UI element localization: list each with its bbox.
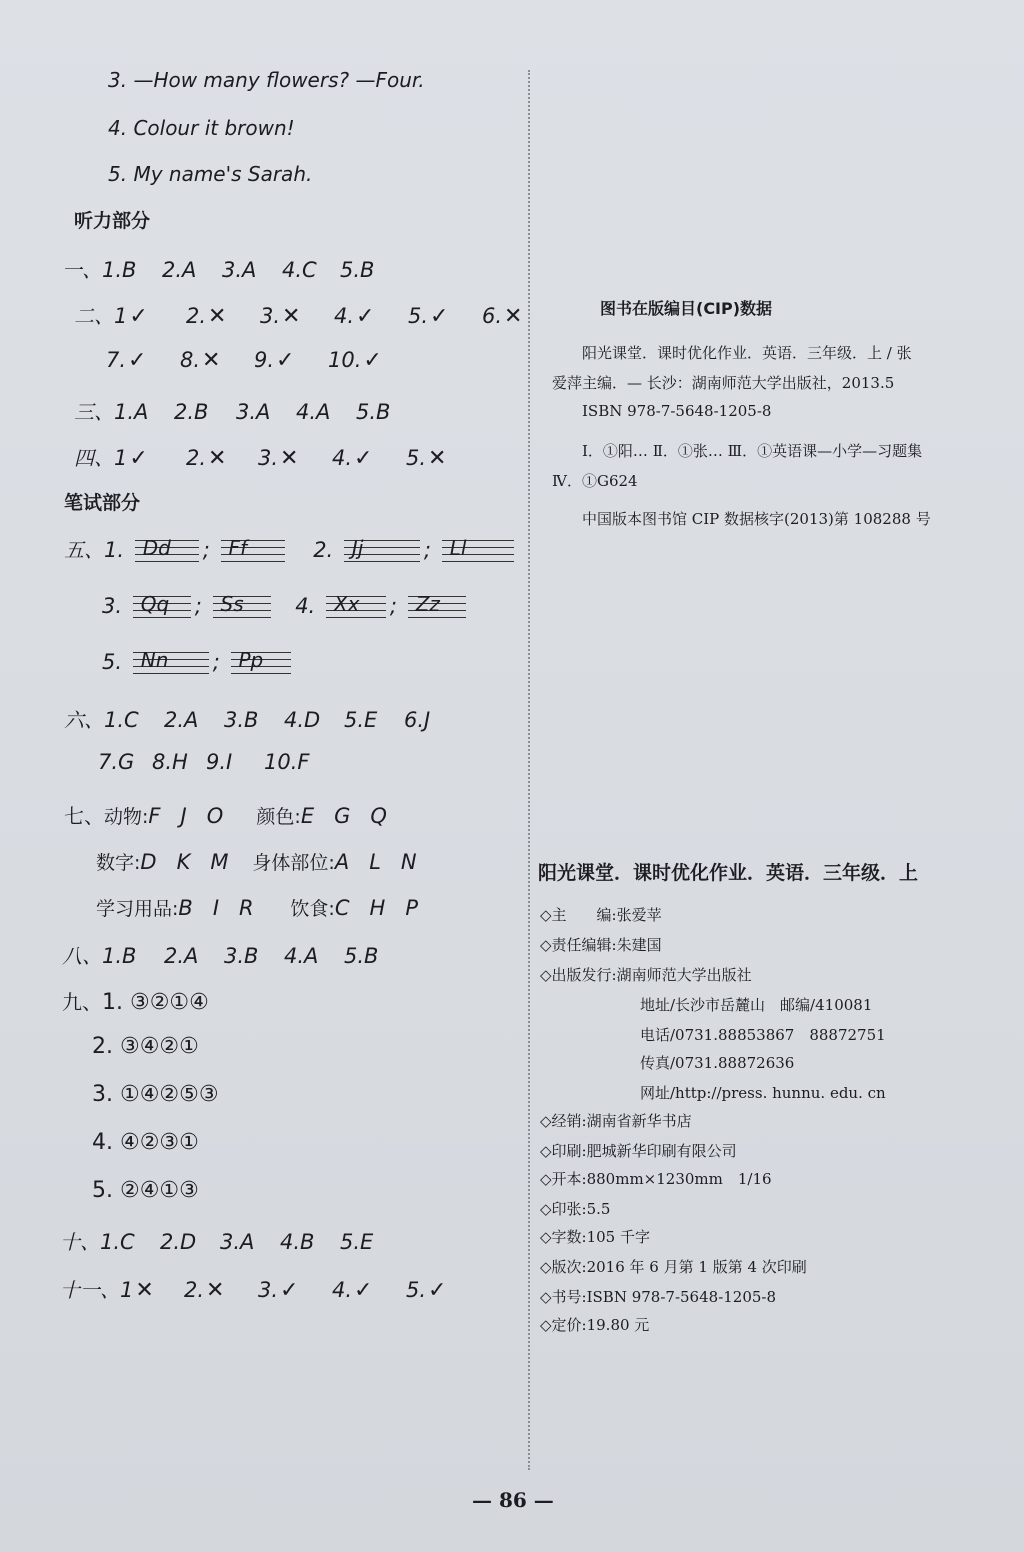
question-number: 十一、 xyxy=(60,1278,120,1302)
answer-item: 2. xyxy=(186,446,207,470)
question-9-row5 xyxy=(92,1178,199,1203)
question-number: 六、 xyxy=(64,708,104,732)
cross-mark-icon: ✕ xyxy=(282,304,301,329)
cross-mark-icon: ✕ xyxy=(202,348,221,373)
question-7-row1 xyxy=(64,800,387,829)
info-line: ◇出版发行:湖南师范大学出版社 xyxy=(540,966,752,984)
answer-item: 3. xyxy=(258,1278,279,1302)
answer-item: 5.B xyxy=(344,944,379,968)
cip-line: Ⅰ．①阳… Ⅱ．①张… Ⅲ．①英语课—小学—习题集 xyxy=(582,442,923,460)
cip-line: ISBN 978-7-5648-1205-8 xyxy=(582,402,772,420)
answer-item: 4. xyxy=(295,594,316,618)
letter-pair: Ss xyxy=(220,592,244,616)
answer-item: 3.B xyxy=(224,708,259,732)
separator: ; xyxy=(423,538,431,562)
ordering-answer: 4. ④②③① xyxy=(92,1130,199,1155)
answer-item: 10. xyxy=(328,348,362,372)
answer-item: 4.C xyxy=(282,258,317,282)
four-line-writing-box xyxy=(213,592,271,622)
info-line: ◇主 编:张爱苹 xyxy=(540,906,662,924)
info-line: ◇字数:105 千字 xyxy=(540,1228,650,1246)
check-mark-icon: ✓ xyxy=(129,446,148,471)
answer-item: 4.A xyxy=(284,944,319,968)
info-line: ◇版次:2016 年 6 月第 1 版第 4 次印刷 xyxy=(540,1258,807,1276)
letter-pair: Nn xyxy=(140,648,169,672)
sentence-3: 3. —How many flowers? —Four. xyxy=(108,68,425,92)
answer-item: 2.A xyxy=(164,708,199,732)
check-mark-icon: ✓ xyxy=(354,446,373,471)
category-values: F J O xyxy=(148,804,224,828)
letter-pair: Ff xyxy=(228,536,248,560)
category-label: 动物: xyxy=(104,806,149,828)
category-label: 数字: xyxy=(96,852,141,874)
answer-item: 4.B xyxy=(280,1230,315,1254)
answer-item: 10.F xyxy=(264,750,310,774)
info-line: ◇书号:ISBN 978-7-5648-1205-8 xyxy=(540,1288,777,1306)
question-2-answers-row2 xyxy=(106,348,382,373)
book-title: 阳光课堂．课时优化作业．英语．三年级．上 xyxy=(538,862,919,884)
answer-item: 3.A xyxy=(220,1230,255,1254)
four-line-writing-box xyxy=(133,592,191,622)
check-mark-icon: ✓ xyxy=(356,304,375,329)
separator: ; xyxy=(212,650,220,674)
column-divider xyxy=(528,70,530,1470)
check-mark-icon: ✓ xyxy=(128,348,147,373)
check-mark-icon: ✓ xyxy=(354,1278,373,1303)
writing-section-title: 笔试部分 xyxy=(64,492,141,514)
answer-item: 2.B xyxy=(174,400,209,424)
question-9-row4 xyxy=(92,1130,199,1155)
question-5-row3 xyxy=(102,648,295,678)
info-line: 地址/长沙市岳麓山 邮编/410081 xyxy=(640,996,873,1014)
answer-item: 3.B xyxy=(224,944,259,968)
answer-item: 3.A xyxy=(222,258,257,282)
question-7-row2 xyxy=(96,848,417,875)
cross-mark-icon: ✕ xyxy=(280,446,299,471)
info-line: ◇印刷:肥城新华印刷有限公司 xyxy=(540,1142,737,1160)
category-values: B I R xyxy=(178,896,254,920)
question-10-answers xyxy=(60,1226,373,1255)
cip-line: Ⅳ．①G624 xyxy=(552,472,638,490)
answer-item: 5.B xyxy=(340,258,375,282)
answer-item: 3. xyxy=(102,594,123,618)
answer-item: 8. xyxy=(180,348,201,372)
answer-item: 4. xyxy=(332,1278,353,1302)
info-line: ◇定价:19.80 元 xyxy=(540,1316,650,1334)
info-line: 电话/0731.88853867 88872751 xyxy=(640,1026,886,1044)
separator: ; xyxy=(389,594,397,618)
letter-pair: Jj xyxy=(351,536,364,560)
cross-mark-icon: ✕ xyxy=(208,304,227,329)
check-mark-icon: ✓ xyxy=(430,304,449,329)
answer-item: 1.C xyxy=(104,708,139,732)
answer-item: 4. xyxy=(334,304,355,328)
answer-item: 5. xyxy=(408,304,429,328)
answer-item: 4.D xyxy=(284,708,321,732)
question-6-answers-row1 xyxy=(64,704,430,733)
answer-item: 1. xyxy=(104,538,125,562)
answer-item: 2.A xyxy=(162,258,197,282)
answer-item: 9. xyxy=(254,348,275,372)
cross-mark-icon: ✕ xyxy=(208,446,227,471)
answer-item: 4. xyxy=(332,446,353,470)
cip-line: 阳光课堂．课时优化作业．英语．三年级．上 / 张 xyxy=(582,344,912,362)
question-5-row1 xyxy=(64,534,518,566)
sentence-4: 4. Colour it brown! xyxy=(108,116,295,140)
answer-item: 1.B xyxy=(102,258,137,282)
cross-mark-icon: ✕ xyxy=(135,1278,154,1303)
question-9-row2 xyxy=(92,1034,199,1059)
answer-item: 3. xyxy=(260,304,281,328)
question-number: 四、 xyxy=(74,446,114,470)
question-4-answers xyxy=(74,442,446,471)
question-number: 十、 xyxy=(60,1230,100,1254)
cip-line: 中国版本图书馆 CIP 数据核字(2013)第 108288 号 xyxy=(582,510,931,528)
category-values: C H P xyxy=(334,896,418,920)
ordering-answer: 1. ③②①④ xyxy=(102,990,209,1015)
question-2-answers-row1 xyxy=(74,300,522,329)
four-line-writing-box xyxy=(135,536,199,566)
four-line-writing-box xyxy=(408,592,466,622)
answer-item: 4.A xyxy=(296,400,331,424)
listening-section-title: 听力部分 xyxy=(74,210,151,232)
answer-item: 9.I xyxy=(206,750,233,774)
separator: ; xyxy=(194,594,202,618)
answer-item: 1 xyxy=(120,1278,134,1302)
category-label: 身体部位: xyxy=(252,852,335,874)
four-line-writing-box xyxy=(344,536,420,566)
answer-item: 2.D xyxy=(160,1230,197,1254)
answer-item: 2. xyxy=(186,304,207,328)
letter-pair: Ll xyxy=(449,536,467,560)
question-3-answers xyxy=(74,396,390,425)
answer-item: 5.E xyxy=(340,1230,374,1254)
answer-item: 6.J xyxy=(404,708,431,732)
letter-pair: Zz xyxy=(415,592,440,616)
question-number: 八、 xyxy=(62,944,102,968)
category-values: A L N xyxy=(334,850,417,874)
question-9-row1 xyxy=(62,986,209,1015)
check-mark-icon: ✓ xyxy=(363,348,382,373)
ordering-answer: 5. ②④①③ xyxy=(92,1178,199,1203)
answer-item: 1.B xyxy=(102,944,137,968)
answer-item: 5. xyxy=(406,446,427,470)
answer-item: 8.H xyxy=(152,750,188,774)
answer-item: 1 xyxy=(114,304,128,328)
answer-item: 2. xyxy=(184,1278,205,1302)
check-mark-icon: ✓ xyxy=(129,304,148,329)
category-label: 颜色: xyxy=(256,806,301,828)
category-values: D K M xyxy=(140,850,229,874)
page-number: — 86 — xyxy=(472,1488,554,1512)
info-line: ◇责任编辑:朱建国 xyxy=(540,936,662,954)
question-number: 五、 xyxy=(64,538,104,562)
answer-item: 5. xyxy=(406,1278,427,1302)
answer-item: 1 xyxy=(114,446,128,470)
cip-title: 图书在版编目(CIP)数据 xyxy=(600,299,773,318)
answer-item: 2. xyxy=(313,538,334,562)
ordering-answer: 3. ①④②⑤③ xyxy=(92,1082,219,1107)
answer-item: 5.E xyxy=(344,708,378,732)
letter-pair: Xx xyxy=(333,592,360,616)
answer-item: 3.A xyxy=(236,400,271,424)
separator: ; xyxy=(202,538,210,562)
info-line: ◇开本:880mm×1230mm 1/16 xyxy=(540,1170,772,1188)
info-line: ◇印张:5.5 xyxy=(540,1200,611,1218)
sentence-5: 5. My name's Sarah. xyxy=(108,162,313,186)
answer-item: 1.C xyxy=(100,1230,135,1254)
info-line: ◇经销:湖南省新华书店 xyxy=(540,1112,692,1130)
answer-item: 1.A xyxy=(114,400,149,424)
answer-item: 7.G xyxy=(98,750,135,774)
question-11-answers xyxy=(60,1274,446,1303)
answer-item: 5.B xyxy=(356,400,391,424)
answer-item: 3. xyxy=(258,446,279,470)
four-line-writing-box xyxy=(221,536,285,566)
question-number: 一、 xyxy=(62,258,102,282)
category-label: 学习用品: xyxy=(96,898,179,920)
check-mark-icon: ✓ xyxy=(428,1278,447,1303)
cross-mark-icon: ✕ xyxy=(206,1278,225,1303)
question-7-row3 xyxy=(96,894,418,921)
question-8-answers xyxy=(62,940,378,969)
question-number: 三、 xyxy=(74,400,114,424)
category-values: E G Q xyxy=(300,804,387,828)
answer-item: 7. xyxy=(106,348,127,372)
question-number: 二、 xyxy=(74,304,114,328)
letter-pair: Qq xyxy=(140,592,170,616)
cross-mark-icon: ✕ xyxy=(504,304,523,329)
letter-pair: Pp xyxy=(238,648,264,672)
four-line-writing-box xyxy=(133,648,209,678)
cip-line: 爱萍主编．— 长沙：湖南师范大学出版社，2013.5 xyxy=(552,374,895,392)
four-line-writing-box xyxy=(442,536,514,566)
info-line: 传真/0731.88872636 xyxy=(640,1054,795,1072)
question-number: 九、 xyxy=(62,990,102,1014)
answer-item: 2.A xyxy=(164,944,199,968)
question-6-answers-row2 xyxy=(98,750,309,774)
category-label: 饮食: xyxy=(290,898,335,920)
ordering-answer: 2. ③④②① xyxy=(92,1034,199,1059)
question-1-answers xyxy=(62,254,374,283)
question-5-row2 xyxy=(102,592,470,622)
four-line-writing-box xyxy=(326,592,386,622)
answer-item: 5. xyxy=(102,650,123,674)
info-line: 网址/http://press. hunnu. edu. cn xyxy=(640,1084,886,1102)
question-9-row3 xyxy=(92,1082,219,1107)
letter-pair: Dd xyxy=(142,536,171,560)
question-number: 七、 xyxy=(64,804,104,828)
check-mark-icon: ✓ xyxy=(276,348,295,373)
cross-mark-icon: ✕ xyxy=(428,446,447,471)
answer-item: 6. xyxy=(482,304,503,328)
check-mark-icon: ✓ xyxy=(280,1278,299,1303)
four-line-writing-box xyxy=(231,648,291,678)
